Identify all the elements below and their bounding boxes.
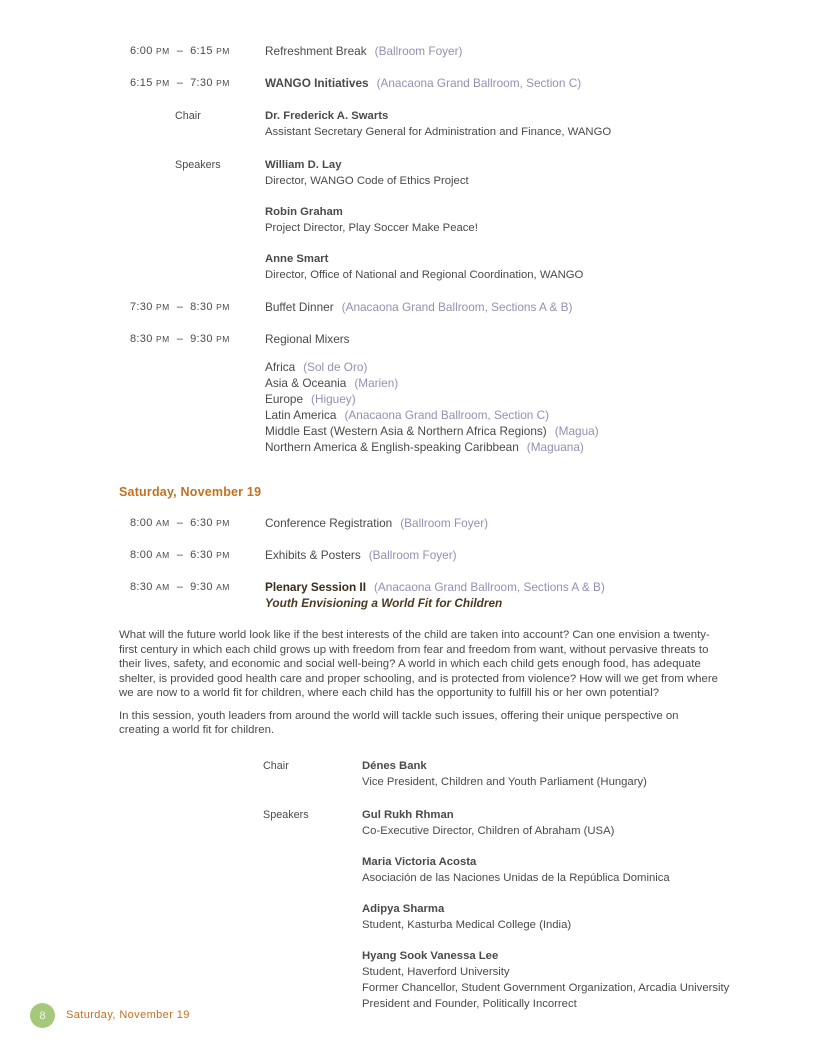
page-number-badge xyxy=(30,1003,55,1028)
event-time: 8:30 AM – 9:30 AM xyxy=(130,581,230,593)
event-location: (Ballroom Foyer) xyxy=(374,44,463,58)
person-name: Gul Rukh Rhman xyxy=(362,808,454,821)
role-label: Speakers xyxy=(175,159,221,171)
role-label: Chair xyxy=(263,759,289,772)
person xyxy=(265,204,719,236)
meridiem: PM xyxy=(155,78,170,88)
mixer-region: Asia & Oceania xyxy=(265,376,347,390)
person xyxy=(362,854,719,886)
mixer-region: Europe xyxy=(265,392,304,406)
mixer-region: Middle East (Western Asia & Northern Africa Regions) xyxy=(265,424,547,438)
meridiem: PM xyxy=(155,46,170,56)
event-title: Plenary Session II xyxy=(265,580,366,594)
person-role: Student, Haverford University xyxy=(362,965,510,978)
meridiem: PM xyxy=(216,334,230,344)
meridiem: AM xyxy=(155,518,170,528)
people-block xyxy=(119,157,719,298)
person xyxy=(265,157,719,189)
meridiem: AM xyxy=(155,550,170,560)
person-role: Former Chancellor, Student Government Organization, Arcadia University xyxy=(362,981,730,994)
person-role: President and Founder, Politically Incorrect xyxy=(362,997,577,1010)
person-name: Hyang Sook Vanessa Lee xyxy=(362,949,499,962)
regional-mixers-list xyxy=(265,359,719,455)
person-name: Robin Graham xyxy=(265,206,343,218)
mixer-location: (Sol de Oro) xyxy=(303,360,368,374)
schedule-content xyxy=(119,44,730,1029)
people-list xyxy=(265,108,719,155)
people-block xyxy=(119,758,719,805)
person-role: Vice President, Children and Youth Parliament (Hungary) xyxy=(362,775,647,788)
schedule-event-row xyxy=(119,44,719,59)
event-location: (Ballroom Foyer) xyxy=(400,516,489,530)
schedule-event-row xyxy=(119,332,719,347)
mixer-location: (Magua) xyxy=(554,424,599,438)
mixer-region: Latin America xyxy=(265,408,337,422)
footer-date: Saturday, November 19 xyxy=(66,1009,190,1021)
meridiem: PM xyxy=(216,550,230,560)
person xyxy=(362,901,719,933)
event-time: 7:30 PM – 8:30 PM xyxy=(130,301,230,313)
time-range-dash: – xyxy=(176,301,184,313)
event-main xyxy=(265,516,719,531)
mixer-item xyxy=(265,423,719,439)
schedule-event-row xyxy=(119,300,719,315)
event-location: (Ballroom Foyer) xyxy=(368,548,457,562)
person-name: Dénes Bank xyxy=(362,759,427,772)
mixer-item xyxy=(265,407,719,423)
page-footer xyxy=(0,1001,817,1033)
day-heading: Saturday, November 19 xyxy=(119,485,262,499)
time-range-dash: – xyxy=(176,517,184,529)
people-list xyxy=(265,157,719,298)
event-time: 6:00 PM – 6:15 PM xyxy=(130,45,230,57)
role-label: Chair xyxy=(175,110,201,122)
event-time: 6:15 PM – 7:30 PM xyxy=(130,77,230,89)
person-name: Dr. Frederick A. Swarts xyxy=(265,110,389,122)
person xyxy=(362,807,719,839)
event-location: (Anacaona Grand Ballroom, Section C) xyxy=(376,76,582,90)
person-name: Maria Victoria Acosta xyxy=(362,855,477,868)
person-role: Project Director, Play Soccer Make Peace! xyxy=(265,222,478,234)
mixer-item xyxy=(265,391,719,407)
event-main xyxy=(265,76,719,91)
event-title: Refreshment Break xyxy=(265,44,367,58)
schedule-event-row xyxy=(119,580,719,611)
event-title-line xyxy=(265,44,719,59)
person-name: Adipya Sharma xyxy=(362,902,445,915)
person-role: Asociación de las Naciones Unidas de la República Dominica xyxy=(362,871,670,884)
event-main xyxy=(265,580,719,611)
event-title-line xyxy=(265,516,719,531)
meridiem: PM xyxy=(216,302,230,312)
meridiem: PM xyxy=(216,78,230,88)
time-range-dash: – xyxy=(176,333,184,345)
meridiem: PM xyxy=(216,46,230,56)
mixer-location: (Maguana) xyxy=(526,440,584,454)
time-range-dash: – xyxy=(176,581,184,593)
mixer-location: (Marien) xyxy=(354,376,399,390)
event-location: (Anacaona Grand Ballroom, Sections A & B) xyxy=(341,300,573,314)
event-title: Buffet Dinner xyxy=(265,300,334,314)
schedule-event-row xyxy=(119,516,719,531)
person-role: Director, WANGO Code of Ethics Project xyxy=(265,175,469,187)
meridiem: PM xyxy=(216,518,230,528)
person xyxy=(265,108,719,140)
time-range-dash: – xyxy=(176,77,184,89)
event-title: Conference Registration xyxy=(265,516,393,530)
person-name: Anne Smart xyxy=(265,253,329,265)
event-title: WANGO Initiatives xyxy=(265,76,369,90)
event-title-line xyxy=(265,76,719,91)
person-role: Co-Executive Director, Children of Abraham (USA) xyxy=(362,824,615,837)
person xyxy=(265,251,719,283)
event-title-line xyxy=(265,548,719,563)
session-description-paragraph: What will the future world look like if the best interests of the child are taken into account? Can one envision a twenty-first century in which each child grows up with freedom from fear and freedom from want, without pervasive threats to their lives, safety, and economic and social well-being? A world in which each child gets enough food, has adequate shelter, is provided good health care and proper schooling, and is protected from violence? How will we get from where we are now to a world fit for children, where each child has the opportunity to fulfill his or her own potential? xyxy=(119,629,718,699)
event-time: 8:00 AM – 6:30 PM xyxy=(130,549,230,561)
mixer-location: (Higuey) xyxy=(311,392,356,406)
people-block xyxy=(119,108,719,155)
session-description-paragraph: In this session, youth leaders from around the world will tackle such issues, offering their unique perspective on creating a world fit for children. xyxy=(119,709,679,736)
person-role: Assistant Secretary General for Administration and Finance, WANGO xyxy=(265,126,612,138)
event-location: (Anacaona Grand Ballroom, Sections A & B) xyxy=(373,580,605,594)
mixer-item xyxy=(265,439,719,455)
meridiem: AM xyxy=(155,582,170,592)
people-list xyxy=(362,807,730,1027)
time-range-dash: – xyxy=(176,549,184,561)
event-title-line xyxy=(265,300,719,315)
schedule-event-row xyxy=(119,548,719,563)
mixer-item xyxy=(265,375,719,391)
event-title-line xyxy=(265,580,719,595)
mixer-item xyxy=(265,359,719,375)
meridiem: PM xyxy=(155,302,170,312)
page-number: 8 xyxy=(39,1009,46,1022)
event-time: 8:30 PM – 9:30 PM xyxy=(130,333,230,345)
event-time: 8:00 AM – 6:30 PM xyxy=(130,517,230,529)
mixer-region: Africa xyxy=(265,360,296,374)
person-role: Student, Kasturba Medical College (India) xyxy=(362,918,572,931)
event-main xyxy=(265,548,719,563)
mixer-region: Northern America & English-speaking Caribbean xyxy=(265,440,519,454)
time-range-dash: – xyxy=(176,45,184,57)
event-title: Exhibits & Posters xyxy=(265,548,361,562)
person-role: Director, Office of National and Regional Coordination, WANGO xyxy=(265,269,584,281)
event-title-line xyxy=(265,332,719,347)
meridiem: AM xyxy=(216,582,230,592)
event-main xyxy=(265,332,719,347)
person xyxy=(362,758,719,790)
schedule-event-row xyxy=(119,76,719,91)
event-main xyxy=(265,300,719,315)
event-main xyxy=(265,44,719,59)
meridiem: PM xyxy=(155,334,170,344)
people-list xyxy=(362,758,719,805)
people-block xyxy=(119,807,730,1027)
session-subtitle: Youth Envisioning a World Fit for Children xyxy=(265,596,503,610)
mixer-location: (Anacaona Grand Ballroom, Section C) xyxy=(344,408,550,422)
person-name: William D. Lay xyxy=(265,159,342,171)
event-title: Regional Mixers xyxy=(265,332,350,346)
role-label: Speakers xyxy=(263,808,309,821)
